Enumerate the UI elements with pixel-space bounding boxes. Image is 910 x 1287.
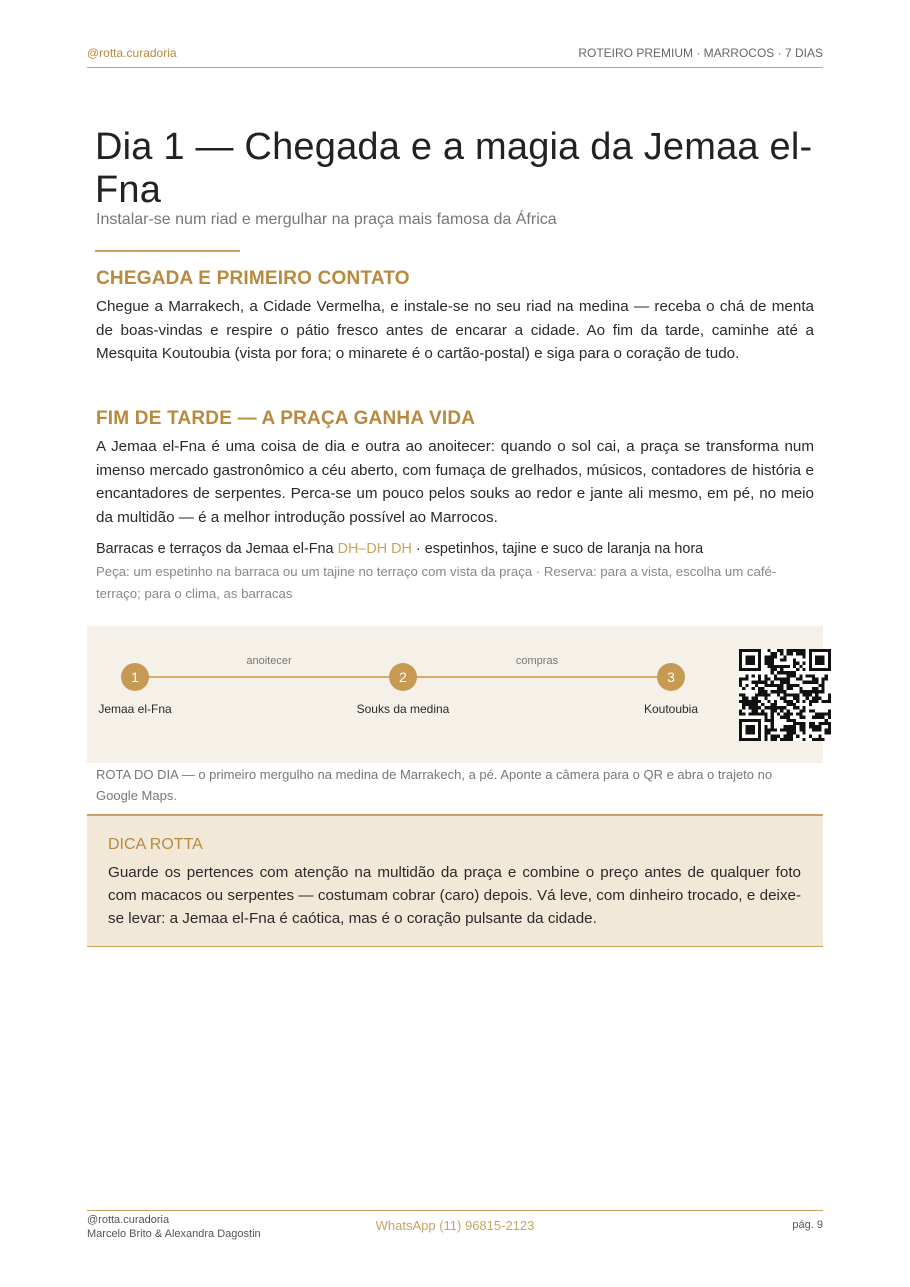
place-note: Peça: um espetinho na barraca ou um tajine no terraço com vista da praça · Reserva: para a vista, escolha um café-terraço; para o clima, as barracas: [96, 564, 777, 601]
route-segment: [135, 676, 403, 678]
page-title: Dia 1 — Chegada e a magia da Jemaa el-Fna: [95, 126, 813, 211]
route-leg-label: anoitecer: [246, 655, 292, 667]
tip-title: DICA ROTTA: [108, 836, 203, 853]
section-body-evening: A Jemaa el-Fna é uma coisa de dia e outra ao anoitecer: quando o sol cai, a praça se transforma num imenso mercado gastronômico a céu aberto, com fumaça de grelhados, músicos, contadores de história e encantadores de serpentes. Perca-se um pouco pelos souks ao redor e jante ali mesmo, em pé, no meio da multidão — é a melhor introdução possível ao Marrocos.: [96, 438, 814, 526]
route-segment: [403, 676, 671, 678]
section-heading-arrival: CHEGADA E PRIMEIRO CONTATO: [96, 268, 410, 289]
route-stop-marker: 3: [657, 663, 685, 691]
footer-brand: @rotta.curadoria: [87, 1214, 170, 1226]
footer-authors: Marcelo Brito & Alexandra Dagostin: [87, 1228, 261, 1240]
section-body-arrival: Chegue a Marrakech, a Cidade Vermelha, e instale-se no seu riad na medina — receba o chá de menta de boas-vindas e respire o pátio fresco antes de encarar a cidade. Ao fim da tarde, caminhe até a Mesquita Koutoubia (vista por fora; o minarete é o cartão-postal) e siga para o coração de tudo.: [96, 298, 814, 363]
route-leg-label: compras: [515, 655, 559, 667]
route-stop-label: Souks da medina: [356, 702, 450, 716]
tip-box: [87, 814, 823, 947]
route-stop-label: Koutoubia: [643, 702, 699, 716]
page-number: pág. 9: [792, 1219, 823, 1231]
route-stop-marker: 2: [389, 663, 417, 691]
page-subtitle: Instalar-se num riad e mergulhar na praça mais famosa da África: [96, 211, 557, 228]
section-heading-evening: FIM DE TARDE — A PRAÇA GANHA VIDA: [96, 408, 476, 429]
header-brand: @rotta.curadoria: [87, 46, 177, 60]
place-price: DH–DH DH: [337, 541, 412, 557]
place-recommendation: [96, 541, 703, 557]
qr-code-icon[interactable]: [739, 649, 831, 741]
place-details: · espetinhos, tajine e suco de laranja na hora: [415, 541, 704, 557]
route-caption: ROTA DO DIA — o primeiro mergulho na medina de Marrakech, a pé. Aponte a câmera para o QR e abra o trajeto no Google Maps.: [96, 767, 773, 803]
page-footer: [87, 1210, 823, 1241]
tip-body: Guarde os pertences com atenção na multidão da praça e combine o preço antes de qualquer foto com macacos ou serpentes — costumam cobrar (caro) depois. Vá leve, com dinheiro trocado, e deixe-se levar: a Jemaa el-Fna é caótica, mas é o coração pulsante da cidade.: [108, 864, 801, 927]
route-stop-label: Jemaa el-Fna: [98, 702, 172, 716]
header-doc-label: ROTEIRO PREMIUM · MARROCOS · 7 DIAS: [578, 46, 823, 60]
place-name: Barracas e terraços da Jemaa el-Fna: [96, 541, 334, 557]
route-stop-marker: 1: [121, 663, 149, 691]
page-header: [87, 46, 823, 68]
route-map: [87, 626, 823, 763]
title-divider: [95, 250, 240, 252]
footer-whatsapp-link[interactable]: WhatsApp (11) 96815-2123: [375, 1218, 535, 1233]
